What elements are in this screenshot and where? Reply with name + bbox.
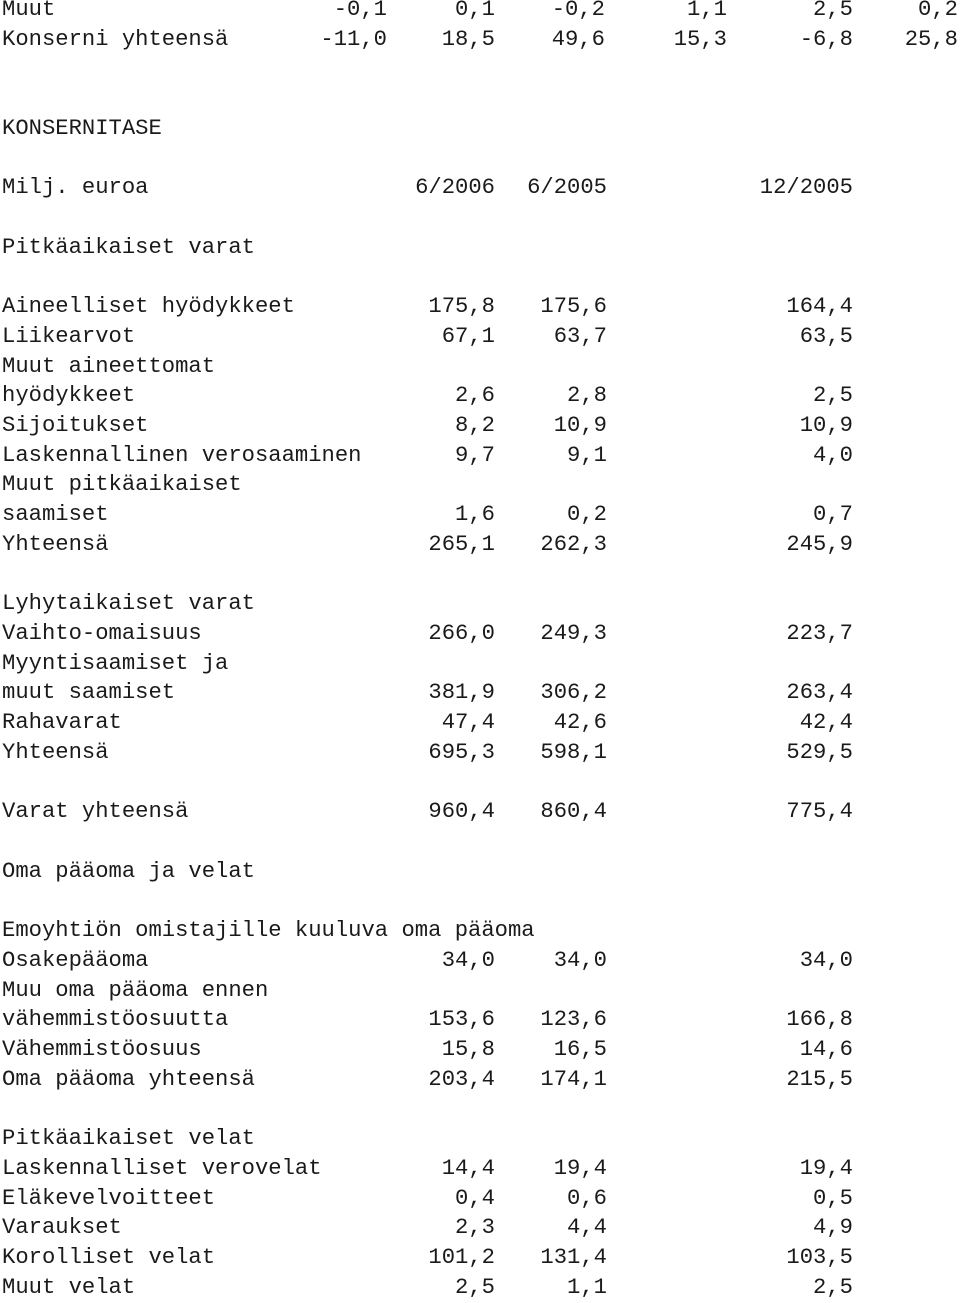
value-cell: 175,6 bbox=[540, 294, 607, 319]
value-cell: 14,4 bbox=[441, 1156, 495, 1181]
value-cell: 49,6 bbox=[551, 27, 605, 52]
value-cell: 9,1 bbox=[567, 443, 607, 468]
value-cell: 19,4 bbox=[553, 1156, 607, 1181]
value-cell: 775,4 bbox=[786, 799, 853, 824]
table-row bbox=[0, 1065, 960, 1095]
table-row bbox=[0, 411, 960, 441]
value-cell: 164,4 bbox=[786, 294, 853, 319]
row-label: Laskennalliset verovelat bbox=[2, 1156, 322, 1181]
value-cell: 1,1 bbox=[567, 1275, 607, 1300]
value-cell: 0,4 bbox=[455, 1186, 495, 1211]
value-cell: 1,1 bbox=[687, 0, 727, 22]
column-header: 6/2006 bbox=[415, 175, 495, 200]
value-cell: 175,8 bbox=[428, 294, 495, 319]
value-cell: 4,9 bbox=[813, 1215, 853, 1240]
row-heading bbox=[0, 916, 960, 946]
row-label: Pitkäaikaiset velat bbox=[2, 1126, 255, 1151]
table-row bbox=[0, 946, 960, 976]
value-cell: 249,3 bbox=[540, 621, 607, 646]
row-label: vähemmistöosuutta bbox=[2, 1007, 229, 1032]
value-cell: 0,7 bbox=[813, 502, 853, 527]
row-label: saamiset bbox=[2, 502, 109, 527]
table-row bbox=[0, 1213, 960, 1243]
table-row bbox=[0, 797, 960, 827]
value-cell: 306,2 bbox=[540, 680, 607, 705]
value-cell: 0,6 bbox=[567, 1186, 607, 1211]
value-cell: 19,4 bbox=[799, 1156, 853, 1181]
row-heading bbox=[0, 352, 960, 382]
value-cell: 67,1 bbox=[441, 324, 495, 349]
table-row bbox=[0, 25, 960, 55]
row-label: Oma pääoma ja velat bbox=[2, 859, 255, 884]
value-cell: 15,3 bbox=[673, 27, 727, 52]
row-label: Yhteensä bbox=[2, 740, 109, 765]
value-cell: 18,5 bbox=[441, 27, 495, 52]
value-cell: 2,3 bbox=[455, 1215, 495, 1240]
row-label: Varaukset bbox=[2, 1215, 122, 1240]
value-cell: 2,5 bbox=[813, 383, 853, 408]
row-label: Emoyhtiön omistajille kuuluva oma pääoma bbox=[2, 918, 535, 943]
value-cell: 63,7 bbox=[553, 324, 607, 349]
table-row bbox=[0, 322, 960, 352]
column-header: 6/2005 bbox=[527, 175, 607, 200]
row-label: Pitkäaikaiset varat bbox=[2, 235, 255, 260]
table-row bbox=[0, 530, 960, 560]
row-label: Liikearvot bbox=[2, 324, 136, 349]
row-label: Muut bbox=[2, 0, 56, 22]
value-cell: 47,4 bbox=[441, 710, 495, 735]
row-label: Muut pitkäaikaiset bbox=[2, 472, 242, 497]
row-label: Eläkevelvoitteet bbox=[2, 1186, 216, 1211]
value-cell: 0,1 bbox=[455, 0, 495, 22]
value-cell: 0,5 bbox=[813, 1186, 853, 1211]
value-cell: 63,5 bbox=[799, 324, 853, 349]
value-cell: 598,1 bbox=[540, 740, 607, 765]
table-row bbox=[0, 1243, 960, 1273]
table-row bbox=[0, 619, 960, 649]
value-cell: 0,2 bbox=[567, 502, 607, 527]
table-row bbox=[0, 708, 960, 738]
value-cell: 2,5 bbox=[455, 1275, 495, 1300]
value-cell: 262,3 bbox=[540, 532, 607, 557]
row-heading bbox=[0, 649, 960, 679]
value-cell: 16,5 bbox=[553, 1037, 607, 1062]
value-cell: 4,0 bbox=[813, 443, 853, 468]
value-cell: 174,1 bbox=[540, 1067, 607, 1092]
table-row bbox=[0, 1035, 960, 1065]
value-cell: 2,5 bbox=[813, 1275, 853, 1300]
row-label: Osakepääoma bbox=[2, 948, 149, 973]
value-cell: -11,0 bbox=[320, 27, 387, 52]
row-label: muut saamiset bbox=[2, 680, 176, 705]
value-cell: 960,4 bbox=[428, 799, 495, 824]
row-heading bbox=[0, 976, 960, 1006]
row-label: Laskennallinen verosaaminen bbox=[2, 443, 362, 468]
row-heading bbox=[0, 233, 960, 263]
row-label: Aineelliset hyödykkeet bbox=[2, 294, 295, 319]
table-row bbox=[0, 1154, 960, 1184]
value-cell: 265,1 bbox=[428, 532, 495, 557]
row-heading bbox=[0, 470, 960, 500]
column-header: 12/2005 bbox=[759, 175, 853, 200]
row-label: Varat yhteensä bbox=[2, 799, 189, 824]
table-row bbox=[0, 500, 960, 530]
row-heading bbox=[0, 1124, 960, 1154]
value-cell: 0,2 bbox=[918, 0, 958, 22]
row-label: Vähemmistöosuus bbox=[2, 1037, 202, 1062]
row-label: Konserni yhteensä bbox=[2, 27, 229, 52]
value-cell: 153,6 bbox=[428, 1007, 495, 1032]
value-cell: 529,5 bbox=[786, 740, 853, 765]
row-label: Vaihto-omaisuus bbox=[2, 621, 202, 646]
value-cell: 131,4 bbox=[540, 1245, 607, 1270]
value-cell: 34,0 bbox=[799, 948, 853, 973]
table-row bbox=[0, 381, 960, 411]
value-cell: 4,4 bbox=[567, 1215, 607, 1240]
table-row bbox=[0, 738, 960, 768]
row-heading bbox=[0, 589, 960, 619]
row-label: Yhteensä bbox=[2, 532, 109, 557]
section-title bbox=[0, 114, 960, 144]
value-cell: 2,5 bbox=[813, 0, 853, 22]
value-cell: 8,2 bbox=[455, 413, 495, 438]
unit-label: Milj. euroa bbox=[2, 175, 149, 200]
row-label: Korolliset velat bbox=[2, 1245, 216, 1270]
row-label: Myyntisaamiset ja bbox=[2, 651, 229, 676]
table-row bbox=[0, 1273, 960, 1303]
value-cell: 123,6 bbox=[540, 1007, 607, 1032]
row-label: Muut aineettomat bbox=[2, 354, 216, 379]
table-row bbox=[0, 441, 960, 471]
table-row bbox=[0, 1184, 960, 1214]
value-cell: 245,9 bbox=[786, 532, 853, 557]
value-cell: 2,6 bbox=[455, 383, 495, 408]
value-cell: 166,8 bbox=[786, 1007, 853, 1032]
value-cell: 2,8 bbox=[567, 383, 607, 408]
value-cell: 263,4 bbox=[786, 680, 853, 705]
table-row bbox=[0, 292, 960, 322]
value-cell: 203,4 bbox=[428, 1067, 495, 1092]
value-cell: 266,0 bbox=[428, 621, 495, 646]
value-cell: -0,1 bbox=[333, 0, 387, 22]
value-cell: 25,8 bbox=[904, 27, 958, 52]
value-cell: 10,9 bbox=[553, 413, 607, 438]
value-cell: -6,8 bbox=[799, 27, 853, 52]
value-cell: 9,7 bbox=[455, 443, 495, 468]
value-cell: 101,2 bbox=[428, 1245, 495, 1270]
value-cell: 223,7 bbox=[786, 621, 853, 646]
row-label: Lyhytaikaiset varat bbox=[2, 591, 255, 616]
row-label: Muu oma pääoma ennen bbox=[2, 978, 269, 1003]
value-cell: 1,6 bbox=[455, 502, 495, 527]
row-label: hyödykkeet bbox=[2, 383, 136, 408]
table-row bbox=[0, 0, 960, 25]
row-label: Oma pääoma yhteensä bbox=[2, 1067, 255, 1092]
value-cell: 34,0 bbox=[553, 948, 607, 973]
value-cell: 695,3 bbox=[428, 740, 495, 765]
table-row bbox=[0, 678, 960, 708]
value-cell: 34,0 bbox=[441, 948, 495, 973]
value-cell: 860,4 bbox=[540, 799, 607, 824]
row-label: Muut velat bbox=[2, 1275, 136, 1300]
value-cell: 14,6 bbox=[799, 1037, 853, 1062]
value-cell: 42,6 bbox=[553, 710, 607, 735]
row-heading bbox=[0, 857, 960, 887]
row-label: Rahavarat bbox=[2, 710, 122, 735]
value-cell: 10,9 bbox=[799, 413, 853, 438]
table-row bbox=[0, 1005, 960, 1035]
value-cell: -0,2 bbox=[551, 0, 605, 22]
row-label: Sijoitukset bbox=[2, 413, 149, 438]
value-cell: 42,4 bbox=[799, 710, 853, 735]
value-cell: 103,5 bbox=[786, 1245, 853, 1270]
balance-sheet-title: KONSERNITASE bbox=[2, 116, 162, 141]
value-cell: 381,9 bbox=[428, 680, 495, 705]
value-cell: 215,5 bbox=[786, 1067, 853, 1092]
table-header bbox=[0, 173, 960, 203]
value-cell: 15,8 bbox=[441, 1037, 495, 1062]
